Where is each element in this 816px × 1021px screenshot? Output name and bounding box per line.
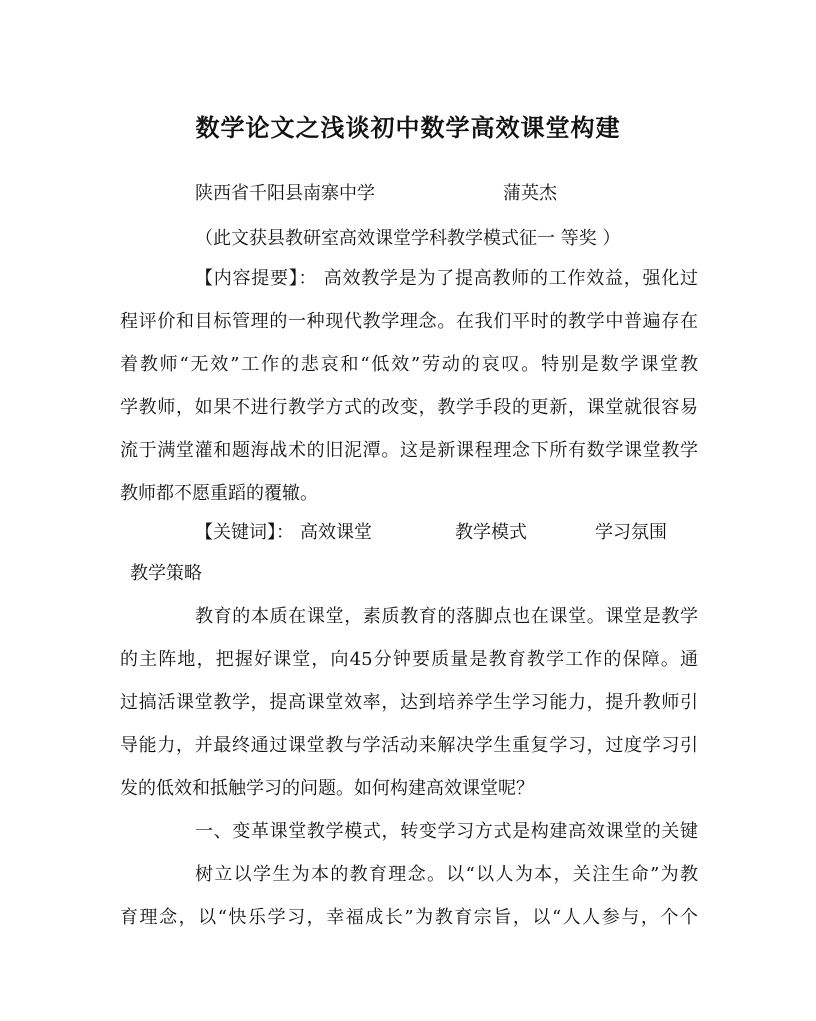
body-line: 导能力，并最终通过课堂教与学活动来解决学生重复学习，过度学习引: [120, 735, 698, 756]
body-line: 的主阵地，把握好课堂，向45分钟要质量是教育教学工作的保障。通: [120, 649, 698, 670]
abstract-line: 着教师“无效”工作的悲哀和“低效”劳动的哀叹。特别是数学课堂教: [120, 354, 698, 375]
author-school: 陕西省千阳县南寨中学: [195, 183, 375, 204]
keywords-label: 【关键词】：: [195, 522, 294, 543]
section-line: 树立以学生为本的教育理念。以“以人为本，关注生命”为教: [195, 864, 698, 885]
abstract-line: 教师都不愿重蹈的覆辙。: [120, 483, 318, 504]
page-title: 数学论文之浅谈初中数学高效课堂构建: [195, 113, 621, 142]
body-line: 教育的本质在课堂，素质教育的落脚点也在课堂。课堂是教学: [195, 606, 698, 627]
keyword-item: 教学模式: [455, 522, 527, 543]
abstract-line: 程评价和目标管理的一种现代教学理念。在我们平时的教学中普遍存在: [120, 311, 698, 332]
award-note: （此文获县教研室高效课堂学科教学模式征一 等奖 ）: [195, 228, 621, 249]
abstract-line: 学教师，如果不进行教学方式的改变，教学手段的更新，课堂就很容易: [120, 397, 698, 418]
body-line: 过搞活课堂教学，提高课堂效率，达到培养学生学习能力，提升教师引: [120, 692, 698, 713]
section-heading: 一、变革课堂教学模式，转变学习方式是构建高效课堂的关键: [195, 821, 698, 842]
author-name: 蒲英杰: [503, 183, 557, 204]
keyword-item: 教学策略: [130, 563, 202, 584]
abstract-line: 【内容提要】： 高效教学是为了提高教师的工作效益，强化过: [195, 268, 698, 289]
body-line: 发的低效和抵触学习的问题。如何构建高效课堂呢？: [120, 778, 534, 799]
abstract-line: 流于满堂灌和题海战术的旧泥潭。这是新课程理念下所有数学课堂教学: [120, 440, 698, 461]
keyword-item: 学习氛围: [595, 522, 667, 543]
section-line: 育理念，以“快乐学习，幸福成长”为教育宗旨，以“人人参与，个个: [120, 907, 698, 928]
keyword-item: 高效课堂: [300, 522, 372, 543]
